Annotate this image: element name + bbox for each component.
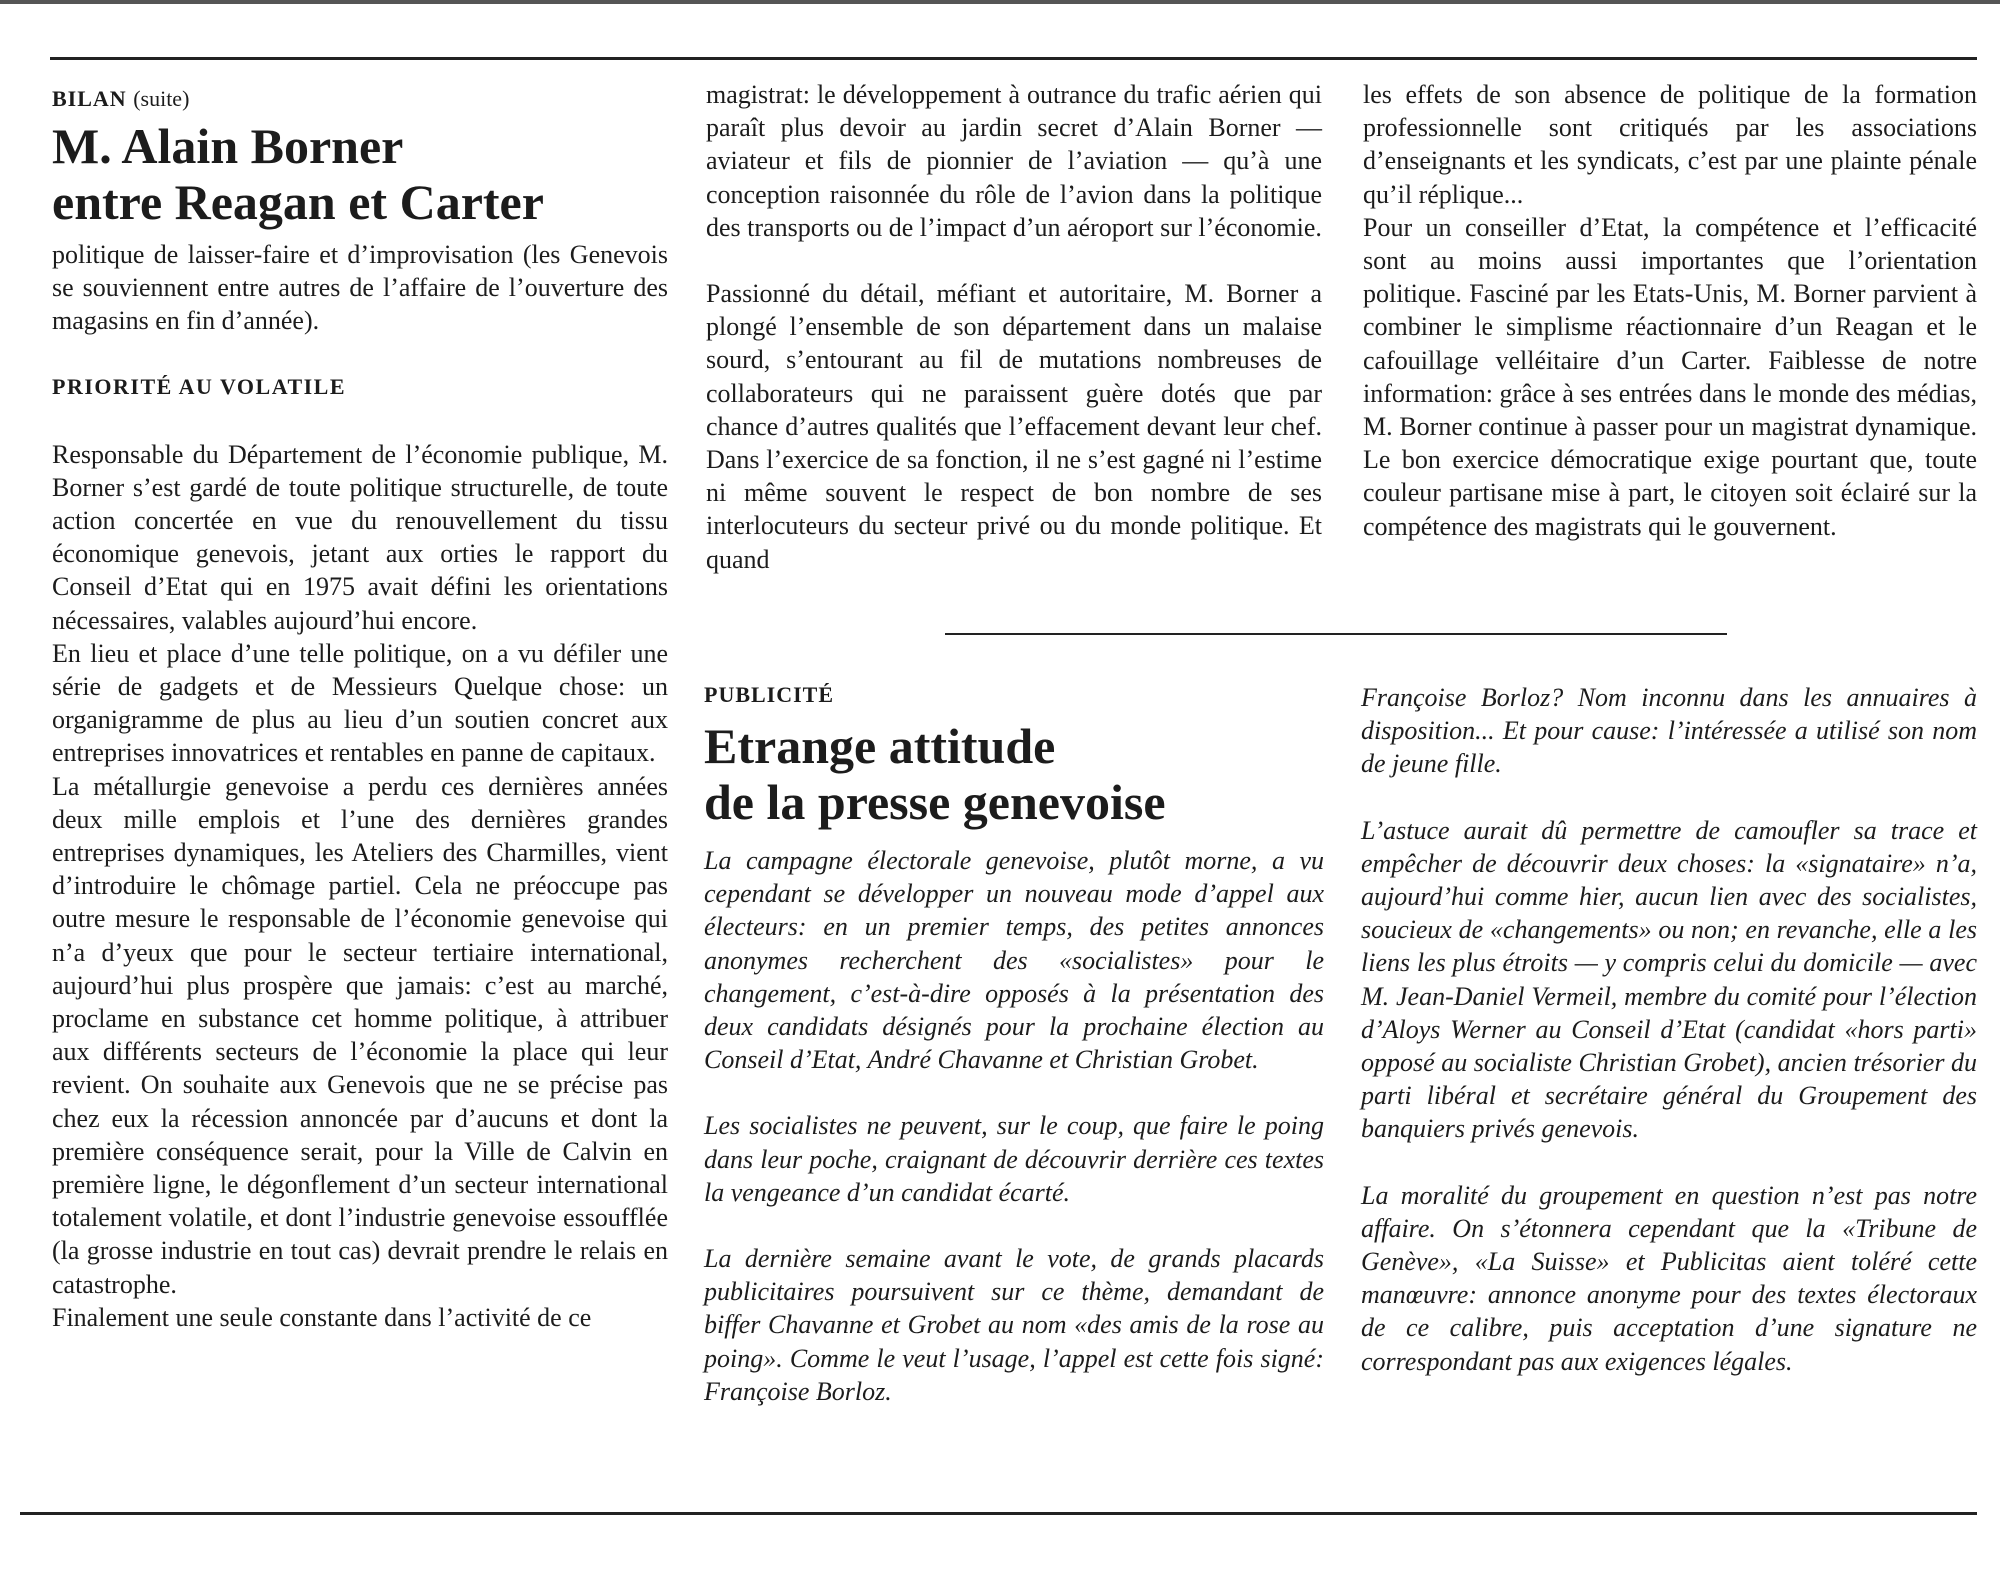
article2-paragraph: La moralité du groupement en question n’est pas notre affaire. On s’étonnera cependant que la «Tribune de Genève», «La Suisse» et Publicitas aient toléré cette manœuvre: annonce anonyme pour des textes électoraux de ce calibre, puis acceptation d’une signature ne correspondant pas aux exigences légales. [1361, 1180, 1977, 1376]
article1-title-line2: entre Reagan et Carter [52, 174, 544, 230]
article1-column1 [52, 84, 668, 1334]
page-edge-shadow [0, 0, 2000, 4]
article2-title-line1: Etrange attitude [704, 718, 1056, 774]
article1-kicker-suffix: (suite) [133, 86, 190, 111]
article1-paragraph: les effets de son absence de politique de la formation professionnelle sont critiqués par les associations d’enseignants et les syndicats, c’est par une plainte pénale qu’il réplique... [1363, 80, 1977, 209]
article2-title [704, 718, 1324, 830]
article1-title-line1: M. Alain Borner [52, 118, 404, 174]
article2-paragraph: Françoise Borloz? Nom inconnu dans les annuaires à disposition... Et pour cause: l’intéressée a utilisé son nom de jeune fille. [1361, 683, 1977, 779]
article2-paragraph: La dernière semaine avant le vote, de grands placards publicitaires poursuivent sur ce thème, demandant de biffer Chavanne et Grobet au nom «des amis de la rose au poing». Comme le veut l’usage, l’appel est cette fois signé: Françoise Borloz. [704, 1244, 1324, 1406]
bottom-rule [20, 1512, 1977, 1515]
article1-column3 [1363, 78, 1977, 543]
article1-title [52, 118, 668, 230]
article1-intro: politique de laisser-faire et d’improvisation (les Genevois se souviennent entre autres de l’affaire de l’ouverture des magasins en fin d’année). [52, 240, 668, 336]
article1-paragraph: Finalement une seule constante dans l’activité de ce [52, 1302, 592, 1332]
article1-paragraph: En lieu et place d’une telle politique, on a vu défiler une série de gadgets et de Messieurs Quelque chose: un organigramme de plus au lieu d’un soutien concret aux entreprises innovatrices et rentables en panne de capitaux. [52, 638, 668, 768]
article2-paragraph: La campagne électorale genevoise, plutôt morne, a vu cependant se développer un nouveau mode d’appel aux électeurs: en un premier temps, des petites annonces anonymes recherchent des «socialistes» pour le changement, c’est-à-dire opposés à la présentation des deux candidats désignés pour la prochaine élection au Conseil d’Etat, André Chavanne et Christian Grobet. [704, 846, 1324, 1075]
article2-column3 [1361, 681, 1977, 1378]
article1-paragraph: Passionné du détail, méfiant et autoritaire, M. Borner a plongé l’ensemble de son département dans un malaise sourd, s’entourant au fil de mutations nombreuses de collaborateurs qui ne paraissent guère dotés que par chance d’autres qualités que l’effacement devant leur chef. Dans l’exercice de sa fonction, il ne s’est gagné ni l’estime ni même souvent le respect de bon nombre de ses interlocuteurs du secteur privé ou du monde politique. Et quand [706, 279, 1322, 574]
article2-paragraph: L’astuce aurait dû permettre de camoufler sa trace et empêcher de découvrir deux choses: la «signataire» n’a, aujourd’hui comme hier, aucun lien avec des socialistes, soucieux de «changements» ou non; en revanche, elle a les liens les plus étroits — y compris celui du domicile — avec M. Jean-Daniel Vermeil, membre du comité pour l’élection d’Aloys Werner au Conseil d’Etat (candidat «hors parti» opposé au socialiste Christian Grobet), ancien trésorier du parti libéral et secrétaire général du Groupement des banquiers privés genevois. [1361, 815, 1977, 1144]
top-rule [50, 57, 1977, 60]
article2-column2 [704, 680, 1324, 1408]
article1-paragraph: Responsable du Département de l’économie publique, M. Borner s’est gardé de toute politique structurelle, de toute action concertée en vue du renouvellement du tissu économique genevois, jetant aux orties le rapport du Conseil d’Etat qui en 1975 avait défini les orientations nécessaires, valables aujourd’hui encore. [52, 439, 668, 635]
article1-subhead: PRIORITÉ AU VOLATILE [52, 373, 347, 399]
article2-title-line2: de la presse genevoise [704, 774, 1166, 830]
article1-kicker-label: BILAN [52, 86, 127, 111]
article1-paragraph: La métallurgie genevoise a perdu ces dernières années deux mille emplois et l’une des dernières grandes entreprises dynamiques, les Ateliers des Charmilles, vient d’introduire le chômage partiel. Cela ne préoccupe pas outre mesure le responsable de l’économie genevoise qui n’a d’yeux que pour le secteur tertiaire international, aujourd’hui plus prospère que jamais: c’est au marché, proclame en substance cet homme politique, à attribuer aux différents secteurs de l’économie la place qui leur revient. On souhaite aux Genevois que ne se précise pas chez eux la récession annoncée par d’aucuns et dont la première conséquence serait, pour la Ville de Calvin en première ligne, le dégonflement d’un secteur international totalement volatile, et dont l’industrie genevoise essoufflée (la grosse industrie en tout cas) devrait prendre le relais en catastrophe. [52, 771, 668, 1299]
article1-kicker [52, 84, 668, 114]
article2-paragraph: Les socialistes ne peuvent, sur le coup, que faire le poing dans leur poche, craignant de découvrir derrière ces textes la vengeance d’un candidat écarté. [704, 1111, 1324, 1207]
article1-column2 [706, 78, 1322, 576]
middle-rule [945, 633, 1727, 635]
article1-paragraph: Pour un conseiller d’Etat, la compétence et l’efficacité sont au moins aussi importantes que l’orientation politique. Fasciné par les Etats-Unis, M. Borner parvient à combiner le simplisme réactionnaire d’un Reagan et le cafouillage velléitaire d’un Carter. Faiblesse de notre information: grâce à ses entrées dans le monde des médias, M. Borner continue à passer pour un magistrat dynamique. Le bon exercice démocratique exige pourtant que, toute couleur partisane mise à part, le citoyen soit éclairé sur la compétence des magistrats qui le gouvernent. [1363, 212, 1977, 541]
article2-kicker: PUBLICITÉ [704, 682, 835, 707]
article1-paragraph: magistrat: le développement à outrance du trafic aérien qui paraît plus devoir au jardin secret d’Alain Borner — aviateur et fils de pionnier de l’aviation — qu’à une conception raisonnée du rôle de l’avion dans la politique des transports ou de l’impact d’un aéroport sur l’économie. [706, 80, 1322, 242]
